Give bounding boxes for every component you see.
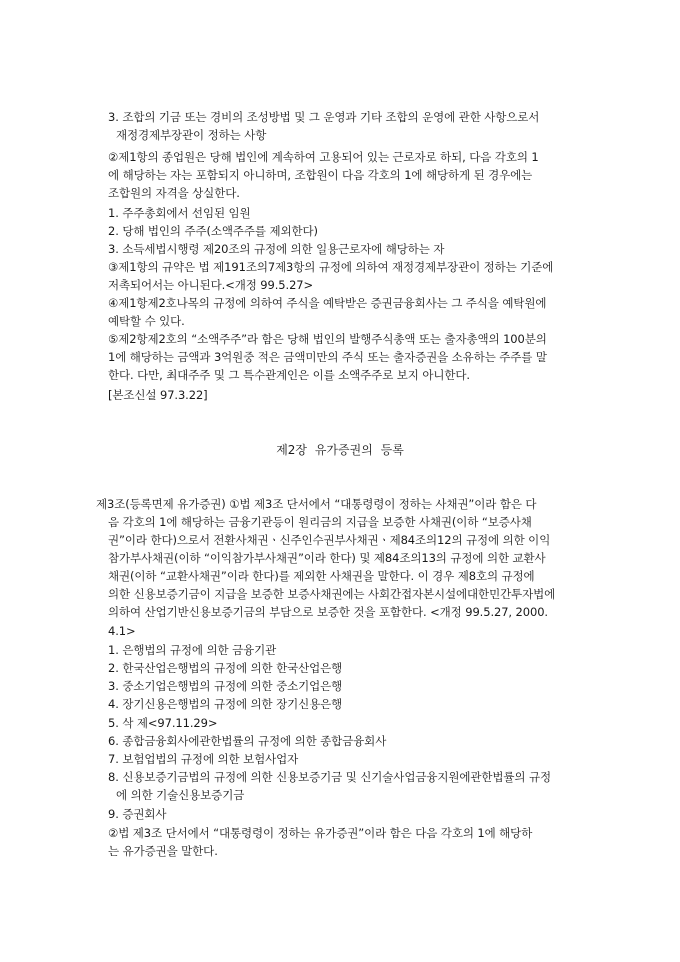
paragraph-3-line-2: 저촉되어서는 아니된다.<개정 99.5.27> [108, 278, 314, 292]
paragraph-5-line-2: 1에 해당하는 금액과 3억원중 적은 금액미만의 주식 또는 출자증권을 소유하는 주주를 말 [108, 350, 547, 364]
institution-item-7: 7. 보험업법의 규정에 의한 보험사업자 [108, 752, 299, 766]
paragraph-3-line-1: ③제1항의 규약은 법 제191조의7제3항의 규정에 의하여 재정경제부장관이 정하는 기준에 [108, 260, 554, 274]
article-3-line-2: 음 각호의 1에 해당하는 금융기관등이 원리금의 지급을 보증한 사채권(이하 “보증사채 [108, 515, 532, 529]
article-3-line-1: 제3조(등록면제 유가증권) ①법 제3조 단서에서 “대통령령이 정하는 사채권”이라 함은 다 [96, 497, 537, 511]
paragraph-5-line-3: 한다. 다만, 최대주주 및 그 특수관계인은 이를 소액주주로 보지 아니한다. [108, 368, 470, 382]
article-3-paragraph-2-line-1: ②법 제3조 단서에서 “대통령령이 정하는 유가증권”이라 함은 다음 각호의 1에 해당하 [108, 826, 533, 840]
article-3-line-3: 권”이라 한다)으로서 전환사채권ㆍ신주인수권부사채권ㆍ제84조의12의 규정에 의한 이익 [108, 533, 551, 547]
article-3-line-8: 4.1> [108, 624, 136, 638]
list-item-3: 3. 소득세법시행령 제20조의 규정에 의한 일용근로자에 해당하는 자 [108, 242, 445, 256]
article-3-line-6: 의한 신용보증기금이 지급을 보증한 보증사채권에는 사회간접자본시설에대한민간투자법에 [108, 587, 556, 601]
paragraph-4-line-1: ④제1항제2호나목의 규정에 의하여 주식을 예탁받은 증권금융회사는 그 주식을 예탁원에 [108, 296, 547, 310]
paragraph-4-line-2: 예탁할 수 있다. [108, 314, 185, 328]
institution-item-8-line-2: 에 의한 기술신용보증기금 [116, 788, 245, 802]
institution-item-8-line-1: 8. 신용보증기금법의 규정에 의한 신용보증기금 및 신기술사업금융지원에관한법률의 규정 [108, 770, 551, 784]
institution-item-5: 5. 삭 제<97.11.29> [108, 716, 218, 730]
institution-item-1: 1. 은행법의 규정에 의한 금융기관 [108, 643, 277, 657]
list-item-2: 2. 당해 법인의 주주(소액주주를 제외한다) [108, 224, 318, 238]
item-3-continuation: 재정경제부장관이 정하는 사항 [116, 128, 267, 142]
institution-item-2: 2. 한국산업은행법의 규정에 의한 한국산업은행 [108, 661, 343, 675]
institution-item-6: 6. 종합금융회사에관한법률의 규정에 의한 종합금융회사 [108, 734, 387, 748]
institution-item-4: 4. 장기신용은행법의 규정에 의한 장기신용은행 [108, 697, 343, 711]
paragraph-2-line-3: 조합원의 자격을 상실한다. [108, 186, 240, 200]
institution-item-9: 9. 증권회사 [108, 807, 167, 821]
paragraph-2-line-1: ②제1항의 종업원은 당해 법인에 계속하여 고용되어 있는 근로자로 하되, 다음 각호의 1 [108, 150, 539, 164]
article-3-line-5: 채권(이하 “교환사채권”이라 한다)를 제외한 사채권을 말한다. 이 경우 제8호의 규정에 [108, 569, 535, 583]
amendment-note: [본조신설 97.3.22] [108, 388, 208, 402]
article-3-line-7: 의하여 산업기반신용보증기금의 부담으로 보증한 것을 포함한다. <개정 99.5.27, 2000. [108, 605, 548, 619]
paragraph-2-line-2: 에 해당하는 자는 포함되지 아니하며, 조합원이 다음 각호의 1에 해당하게 된 경우에는 [108, 168, 533, 182]
article-3-paragraph-2-line-2: 는 유가증권을 말한다. [108, 844, 218, 858]
article-3-line-4: 참가부사채권(이하 “이익참가부사채권”이라 한다) 및 제84조의13의 규정에 의한 교환사 [108, 551, 546, 565]
institution-item-3: 3. 중소기업은행법의 규정에 의한 중소기업은행 [108, 679, 343, 693]
paragraph-5-line-1: ⑤제2항제2호의 “소액주주”라 함은 당해 법인의 발행주식총액 또는 출자총액의 100분의 [108, 332, 547, 346]
list-item-1: 1. 주주총회에서 선임된 임원 [108, 206, 251, 220]
chapter-heading: 제2장 유가증권의 등록 [276, 443, 404, 457]
item-3-line: 3. 조합의 기금 또는 경비의 조성방법 및 그 운영과 기타 조합의 운영에 관한 사항으로서 [108, 110, 540, 124]
